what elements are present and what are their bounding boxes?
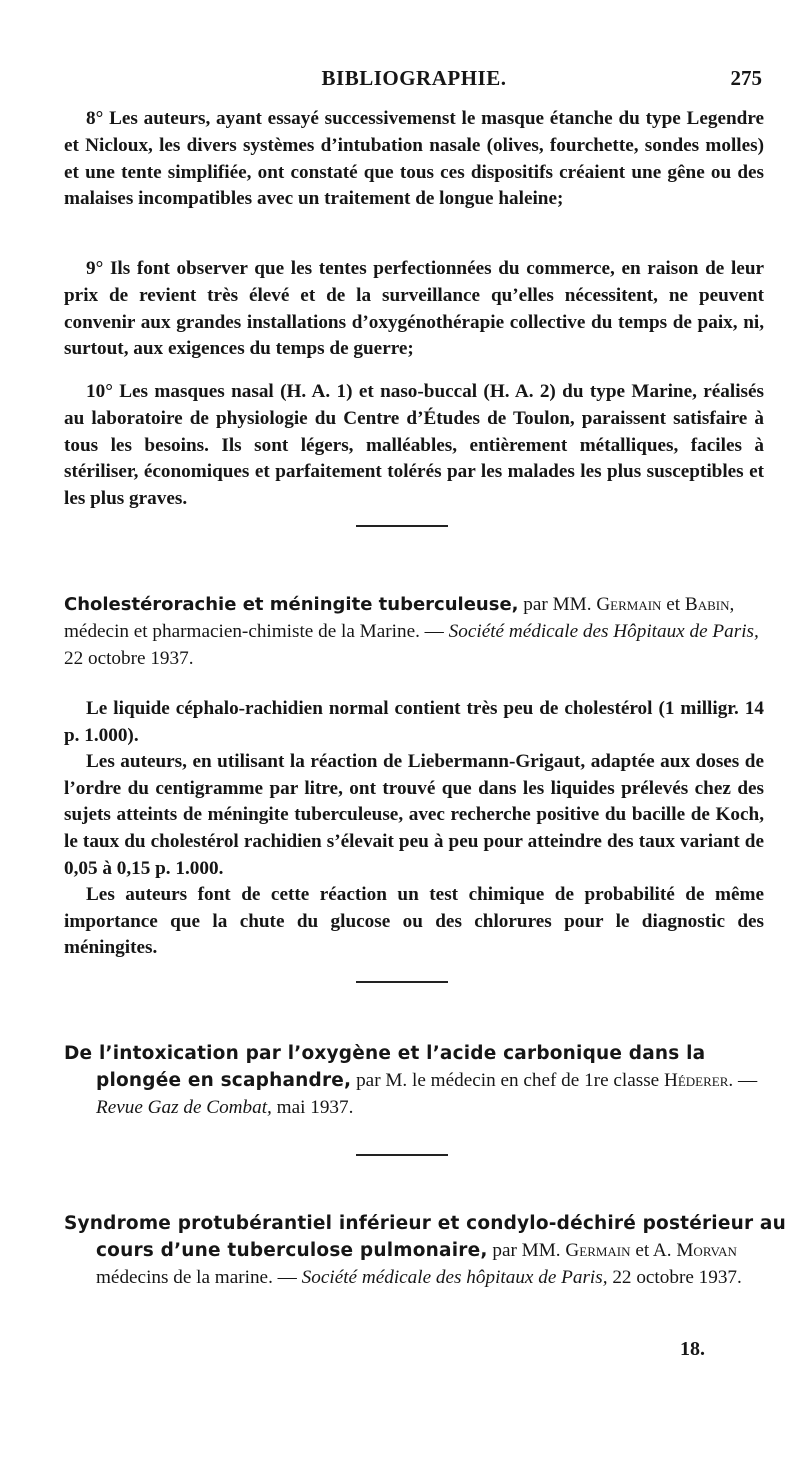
list-item-number: 8° [86, 108, 104, 129]
list-item-9 [64, 256, 764, 363]
article-byline: et A. [635, 1240, 672, 1261]
author-name: Germain [596, 594, 662, 615]
page-number: 275 [730, 66, 762, 90]
running-header [64, 66, 764, 100]
author-roles: , médecin et pharmacien-chimiste de la Marine. — [64, 594, 735, 642]
body-paragraph: Le liquide céphalo-rachidien normal contient très peu de cholestérol (1 milligr. 14 p. 1.000). [64, 698, 764, 746]
article-source: Société médicale des Hôpitaux de Paris, [448, 621, 759, 642]
article-source: Société médicale des hôpitaux de Paris, [301, 1267, 608, 1288]
author-name: Morvan [676, 1240, 737, 1261]
article-source: Revue Gaz de Combat, [96, 1097, 272, 1118]
article-byline: par MM. [492, 1240, 561, 1261]
article-byline: et [666, 594, 681, 615]
body-paragraph: Les auteurs font de cette réaction un test chimique de probabilité de même importance que la chute du glucose ou des chlorures pour le diagnostic des méningites. [64, 884, 764, 959]
dash: — [738, 1070, 758, 1091]
body-paragraph: Les auteurs, en utilisant la réaction de Liebermann-Grigaut, adaptée aux doses de l’ordre du centigramme par litre, ont trouvé que dans les liquides prélevés chez des sujets atteints de méningite tuberculeuse, avec recherche positive du bacille de Koch, le taux du cholestérol rachidien s’élevait peu à peu pour atteindre des taux variant de 0,05 à 0,15 p. 1.000. [64, 751, 764, 879]
article-heading-syndrome [64, 1210, 796, 1291]
list-item-8 [64, 106, 764, 213]
list-item-number: 9° [86, 258, 104, 279]
article-title: De l’intoxication par l’oxygène et l’acide carbonique dans la plongée en scaphandre, [64, 1043, 706, 1091]
article-date: mai 1937. [276, 1097, 354, 1118]
article-title: Syndrome protubérantiel inférieur et condylo-déchiré postérieur au cours d’une tuberculose pulmonaire, [64, 1213, 786, 1261]
running-title: BIBLIOGRAPHIE. [321, 66, 507, 90]
article-title: Cholestérorachie et méningite tuberculeuse, [64, 594, 519, 615]
section-divider [356, 1154, 448, 1156]
list-item-text: Ils font observer que les tentes perfectionnées du commerce, en raison de leur prix de revient très élevé et de la surveillance qu’elles nécessitent, ne peuvent convenir aux grandes installations d’oxygénothérapie collective du temps de paix, ni, surtout, aux exigences du temps de guerre; [64, 258, 765, 360]
article-byline: par M. le médecin en chef de 1re classe [356, 1070, 660, 1091]
article-heading-intoxication [64, 1040, 796, 1121]
section-divider [356, 525, 448, 527]
list-item-text: Les masques nasal (H. A. 1) et naso-buccal (H. A. 2) du type Marine, réalisés au laboratoire de physiologie du Centre d’Études de Toulon, paraissent satisfaire à tous les besoins. Ils sont légers, malléables, entièrement métalliques, faciles à stériliser, économiques et parfaitement tolérés par les malades les plus susceptibles et les plus graves. [64, 381, 764, 510]
article-date: 22 octobre 1937. [64, 648, 194, 669]
article-byline: par MM. [523, 594, 592, 615]
article-heading-cholesterorachie [64, 591, 764, 672]
list-item-number: 10° [86, 381, 113, 402]
author-name: Héderer. [664, 1070, 734, 1091]
article-body [64, 696, 764, 962]
author-name: Germain [565, 1240, 631, 1261]
signature-mark: 18. [680, 1338, 705, 1360]
list-item-10 [64, 379, 764, 513]
list-item-text: Les auteurs, ayant essayé successivemenst le masque étanche du type Legendre et Nicloux, les divers systèmes d’intubation nasale (olives, fourchette, sondes molles) et une tente simplifiée, ont constaté que tous ces dispositifs créaient une gêne ou des malaises incompatibles avec un traitement de longue haleine; [64, 108, 764, 210]
article-date: 22 octobre 1937. [612, 1267, 742, 1288]
section-divider [356, 981, 448, 983]
author-name: Babin [684, 594, 730, 615]
author-roles: médecins de la marine. — [96, 1267, 297, 1288]
